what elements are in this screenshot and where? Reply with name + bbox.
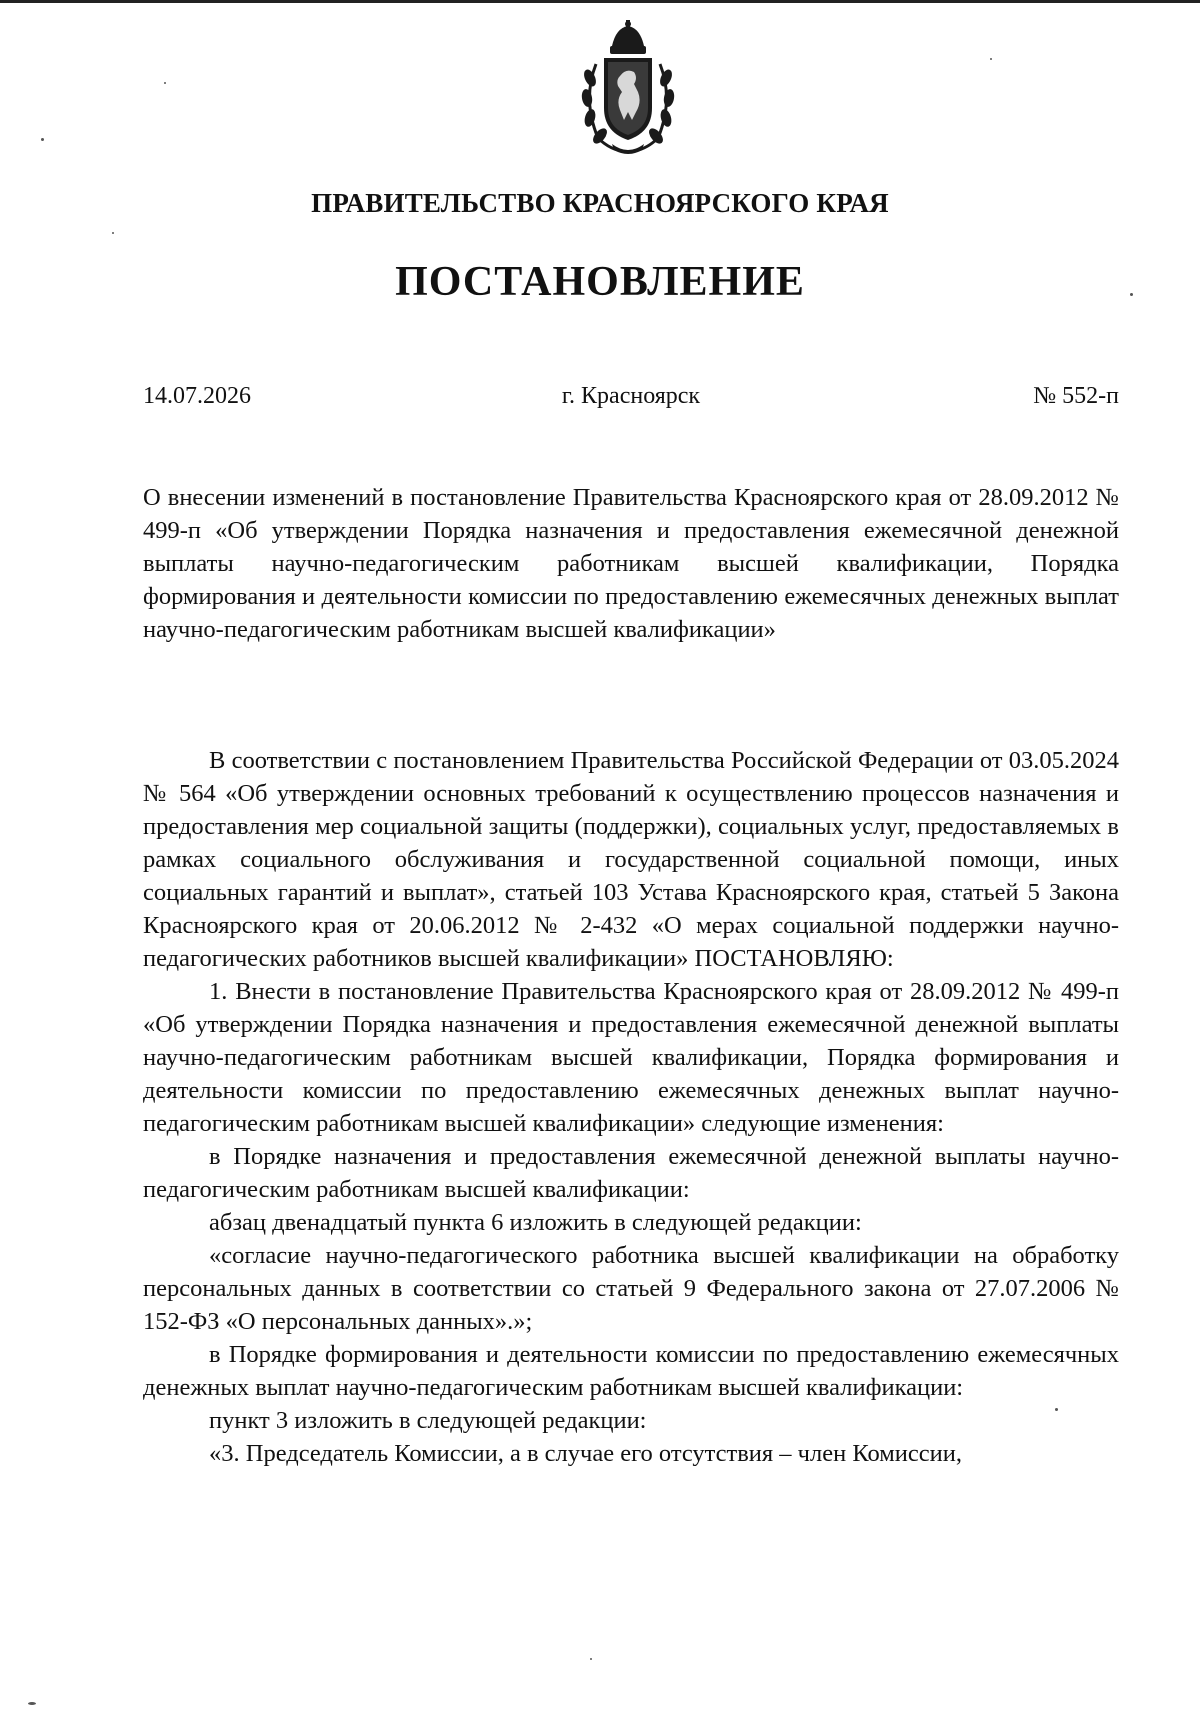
scan-speck xyxy=(164,82,166,84)
document-number: № 552-п xyxy=(1033,383,1119,409)
coat-of-arms-icon xyxy=(576,20,680,156)
document-meta-row xyxy=(143,383,1119,415)
chair-paragraph: «3. Председатель Комиссии, а в случае его отсутствия – член Комиссии, xyxy=(209,1440,962,1467)
document-body xyxy=(143,744,1119,1470)
point-3-paragraph: пункт 3 изложить в следующей редакции: xyxy=(209,1407,647,1434)
item-1-paragraph: 1. Внести в постановление Правительства Красноярского края от 28.09.2012 № 499-п «Об утверждении Порядка назначения и предоставления ежемесячной денежной выплаты научно-педагогическим работникам высшей квалификации, Порядка формирования и деятельности комиссии по предоставлению ежемесячных денежных выплат научно-педагогическим работникам высшей квалификации» следующие изменения: xyxy=(143,978,1119,1137)
organization-title: ПРАВИТЕЛЬСТВО КРАСНОЯРСКОГО КРАЯ xyxy=(311,188,889,218)
subject-text: О внесении изменений в постановление Правительства Красноярского края от 28.09.2012 № 499-п «Об утверждении Порядка назначения и предоставления ежемесячной денежной выплаты научно-педагогическим работникам высшей квалификации, Порядка формирования и деятельности комиссии по предоставлению ежемесячных денежных выплат научно-педагогическим работникам высшей квалификации» xyxy=(143,484,1119,643)
scan-speck xyxy=(1130,293,1133,296)
preamble-paragraph: В соответствии с постановлением Правительства Российской Федерации от 03.05.2024 № 564 «Об утверждении основных требований к осуществлению процессов назначения и предоставления мер социальной защиты (поддержки), социальных услуг, предоставляемых в рамках социального обслуживания и государственной социальной помощи, иных социальных гарантий и выплат», статьей 103 Устава Красноярского края, статьей 5 Закона Красноярского края от 20.06.2012 № 2-432 «О мерах социальной поддержки научно-педагогических работников высшей квалификации» ПОСТАНОВЛЯЮ: xyxy=(143,747,1119,972)
scan-speck xyxy=(112,232,114,234)
document-date: 14.07.2026 xyxy=(143,383,251,409)
scan-edge-line xyxy=(0,0,1200,3)
document-type-heading: ПОСТАНОВЛЕНИЕ xyxy=(395,259,805,305)
document-city: г. Красноярск xyxy=(561,383,701,409)
document-subject xyxy=(143,481,1119,646)
order-2-paragraph: в Порядке формирования и деятельности комиссии по предоставлению ежемесячных денежных выплат научно-педагогическим работникам высшей квалификации: xyxy=(143,1341,1119,1401)
scan-speck xyxy=(990,58,992,60)
coat-of-arms-emblem xyxy=(576,20,680,156)
scan-speck xyxy=(28,1702,36,1705)
consent-paragraph: «согласие научно-педагогического работника высшей квалификации на обработку персональных данных в соответствии со статьей 9 Федерального закона от 27.07.2006 № 152-ФЗ «О персональных данных».»; xyxy=(143,1242,1119,1335)
order-1-paragraph: в Порядке назначения и предоставления ежемесячной денежной выплаты научно-педагогическим работникам высшей квалификации: xyxy=(143,1143,1119,1203)
scan-speck xyxy=(590,1658,592,1660)
scan-speck xyxy=(41,138,44,141)
scan-speck xyxy=(1055,1408,1058,1411)
abzac-paragraph: абзац двенадцатый пункта 6 изложить в следующей редакции: xyxy=(209,1209,862,1236)
